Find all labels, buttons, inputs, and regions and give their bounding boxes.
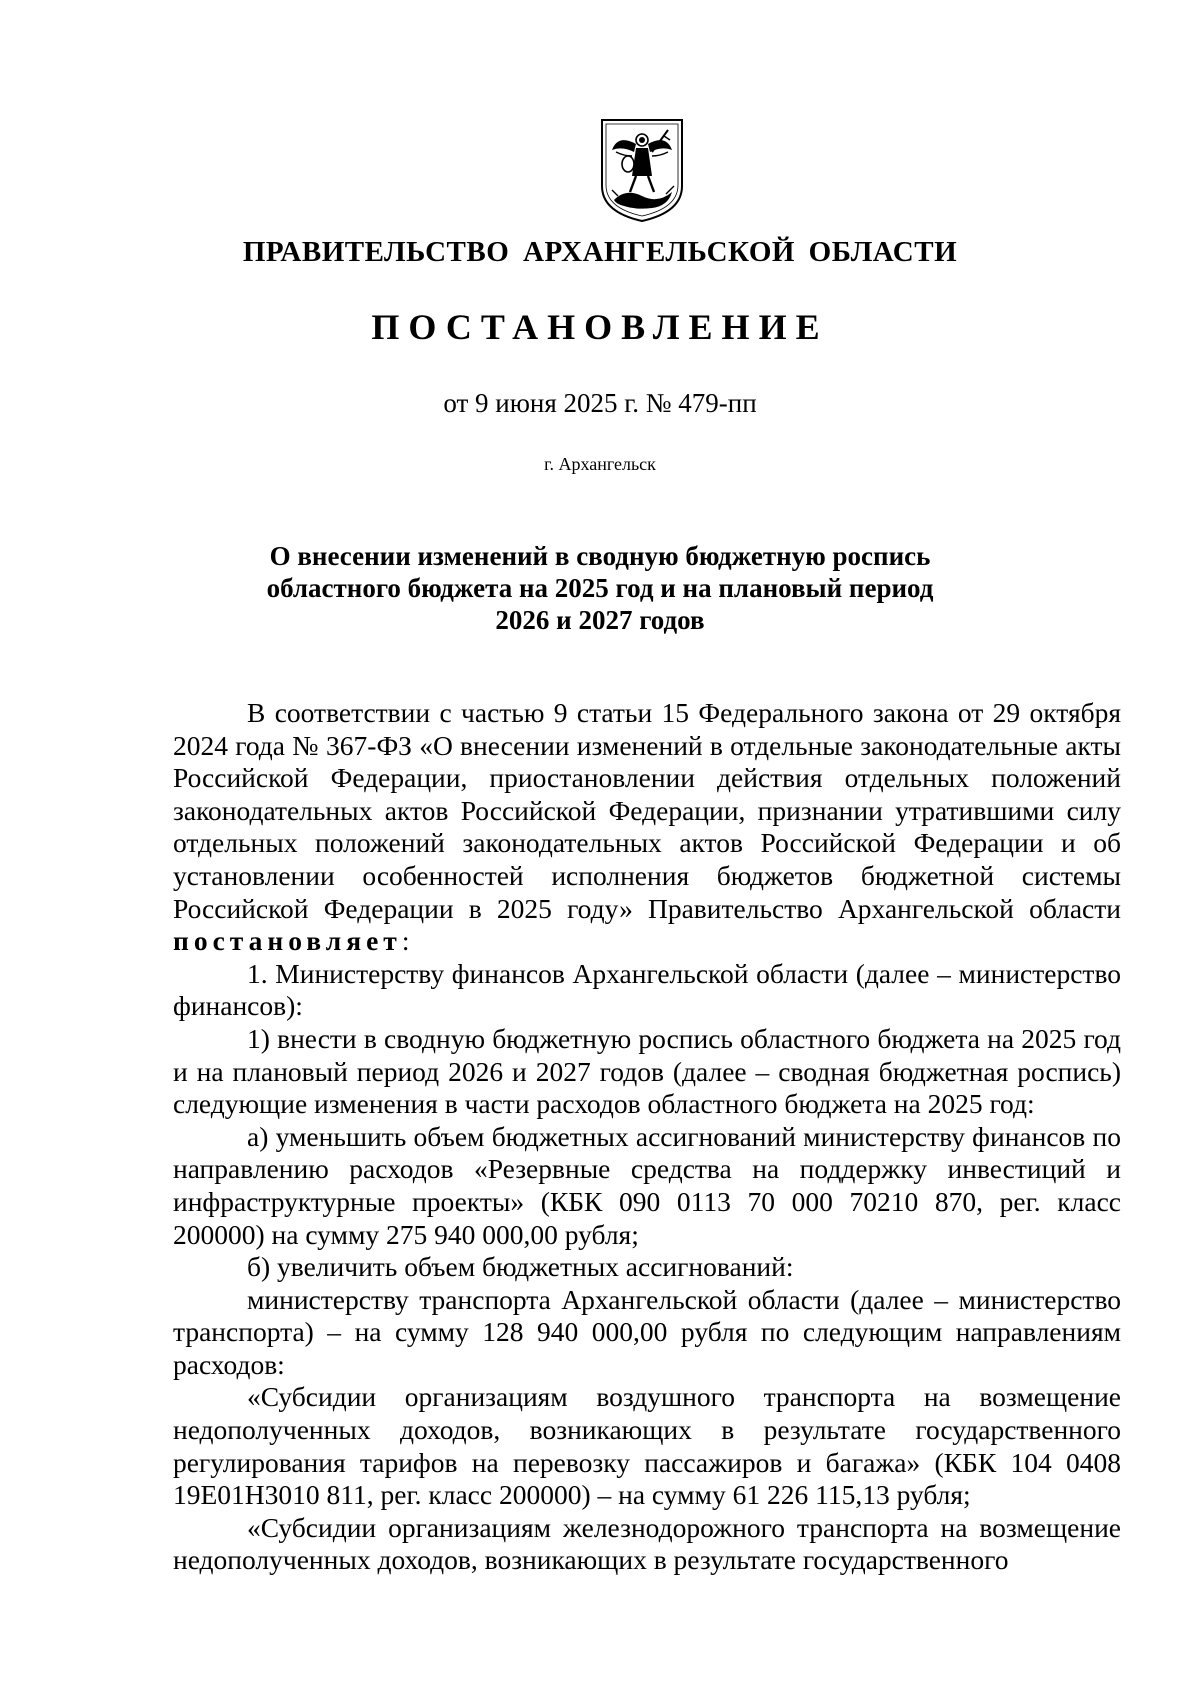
preamble-end: : xyxy=(401,925,410,957)
preamble-paragraph xyxy=(173,697,1121,958)
government-title: ПРАВИТЕЛЬСТВО АРХАНГЕЛЬСКОЙ ОБЛАСТИ xyxy=(242,236,958,268)
body-paragraph: 1) внести в сводную бюджетную роспись областного бюджета на 2025 год и на плановый период 2026 и 2027 годов (далее – сводная бюджетная роспись) следующие изменения в части расходов областного бюджета на 2025 год: xyxy=(173,1022,1121,1120)
subject-line-3: 2026 и 2027 годов xyxy=(495,605,705,635)
document-type-title: ПОСТАНОВЛЕНИЕ xyxy=(371,307,829,347)
body-paragraph: а) уменьшить объем бюджетных ассигнований министерству финансов по направлению расходов «Резервные средства на поддержку инвестиций и инфраструктурные проекты» (КБК 090 0113 70 000 70210 870, рег. класс 200000) на сумму 275 940 000,00 рубля; xyxy=(173,1120,1121,1250)
subject-line-2: областного бюджета на 2025 год и на плановый период xyxy=(266,573,934,603)
subject-line-1: О внесении изменений в сводную бюджетную роспись xyxy=(269,541,931,571)
document-date-number: от 9 июня 2025 г. № 479-пп xyxy=(443,388,757,418)
document-city: г. Архангельск xyxy=(544,454,656,474)
preamble-text: В соответствии с частью 9 статьи 15 Федерального закона от 29 октября 2024 года № 367-ФЗ «О внесении изменений в отдельные законодательные акты Российской Федерации, приостановлении действия отдельных положений законодательных актов Российской Федерации, признании утратившими силу отдельных положений законодательных актов Российской Федерации и об установлении особенностей исполнения бюджетов бюджетной системы Российской Федерации в 2025 году» Правительство Архангельской области xyxy=(173,697,1121,924)
coat-of-arms-icon xyxy=(596,116,688,224)
decree-word: постановляет xyxy=(173,925,402,957)
body-paragraph: 1. Министерству финансов Архангельской области (далее – министерство финансов): xyxy=(173,957,1121,1022)
document-body xyxy=(173,697,1121,1577)
body-paragraph: министерству транспорта Архангельской области (далее – министерство транспорта) – на сумму 128 940 000,00 рубля по следующим направлениям расходов: xyxy=(173,1283,1121,1380)
body-paragraph: «Субсидии организациям железнодорожного транспорта на возмещение недополученных доходов, возникающих в результате государственного xyxy=(173,1511,1121,1576)
body-paragraph: «Субсидии организациям воздушного транспорта на возмещение недополученных доходов, возникающих в результате государственного регулирования тарифов на перевозку пассажиров и багажа» (КБК 104 0408 19Е01Н3010 811, рег. класс 200000) – на сумму 61 226 115,13 рубля; xyxy=(173,1381,1121,1511)
body-paragraph: б) увеличить объем бюджетных ассигнований: xyxy=(247,1251,794,1283)
document-subject xyxy=(0,540,1200,636)
